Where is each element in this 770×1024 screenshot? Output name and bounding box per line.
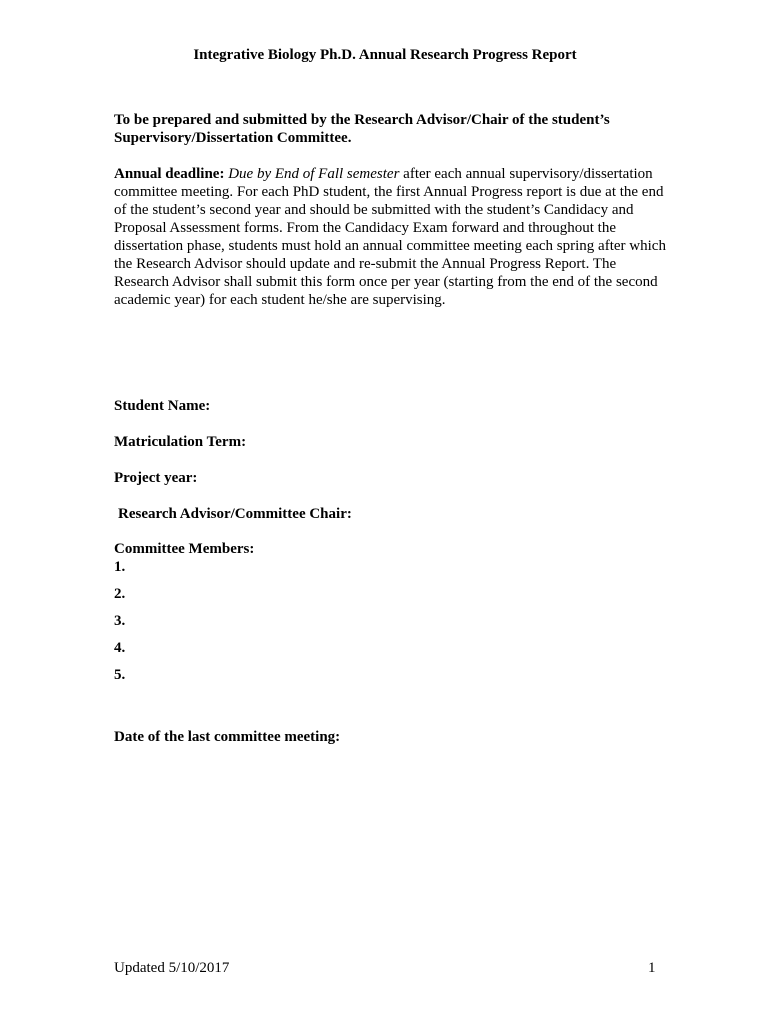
deadline-due: Due by End of Fall semester <box>228 166 400 182</box>
intro-paragraph: To be prepared and submitted by the Research Advisor/Chair of the student’s Supervisory/Dissertation Committee. <box>114 112 610 146</box>
footer-updated: Updated 5/10/2017 <box>114 960 230 976</box>
deadline-label: Annual deadline: <box>114 166 225 182</box>
deadline-text: after each annual supervisory/dissertation committee meeting. For each PhD student, the first Annual Progress report is due at the end of the student’s second year and should be submitted with the student’s Candidacy and Proposal Assessment forms. From the Candidacy Exam forward and throughout the dissertation phase, students must hold an annual committee meeting each spring after which the Research Advisor should update and re-submit the Annual Progress Report. The Research Advisor shall submit this form once per year (starting from the end of the second academic year) for each student he/she are supervising. <box>114 166 666 308</box>
committee-members-label: Committee Members: <box>114 541 255 557</box>
member-4: 4. <box>114 640 126 656</box>
page-title: Integrative Biology Ph.D. Annual Research Progress Report <box>193 47 577 63</box>
member-5: 5. <box>114 667 126 683</box>
student-name-label: Student Name: <box>114 398 211 414</box>
matriculation-term-label: Matriculation Term: <box>114 434 247 450</box>
page-number: 1 <box>648 960 656 976</box>
member-2: 2. <box>114 586 126 602</box>
committee-members <box>114 540 254 684</box>
project-year-label: Project year: <box>114 470 198 486</box>
member-3: 3. <box>114 613 126 629</box>
member-1: 1. <box>114 559 126 575</box>
last-meeting-label: Date of the last committee meeting: <box>114 729 341 745</box>
advisor-label: Research Advisor/Committee Chair: <box>118 506 352 522</box>
deadline-paragraph <box>114 165 674 309</box>
